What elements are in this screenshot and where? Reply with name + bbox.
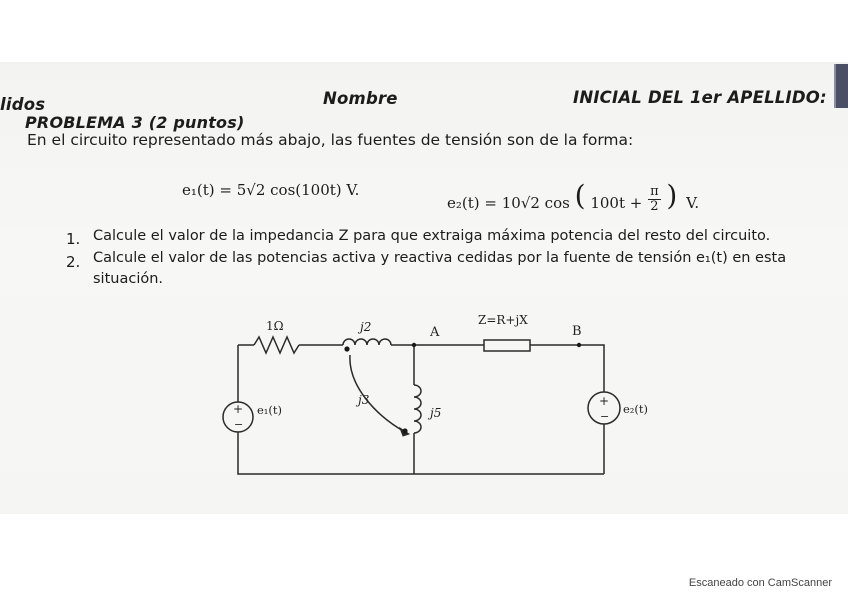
scanner-watermark: Escaneado con CamScanner (688, 577, 832, 589)
source-e1-label: e₁(t) (257, 403, 283, 417)
wire-z-to-b (530, 345, 604, 392)
equation-e2-denominator: 2 (650, 198, 659, 214)
inductor-j5 (414, 385, 421, 433)
equation-e2-suffix: V. (686, 194, 700, 212)
source-e2-plus: + (599, 394, 610, 408)
source-e2-minus: − (600, 410, 610, 423)
mutual-label: j3 (358, 393, 370, 407)
question-1-text: Calcule el valor de la impedancia Z para que extraiga máxima potencia del resto del circuito. (93, 228, 771, 244)
problem-intro: En el circuito representado más abajo, las fuentes de tensión son de la forma: (27, 131, 634, 149)
equation-e2-arg: 100t + (590, 194, 643, 212)
dot-mark-l1 (344, 346, 349, 351)
impedance-z-label: Z=R+jX (478, 313, 528, 327)
resistor-label: 1Ω (266, 319, 284, 333)
inductor-j2 (343, 339, 391, 345)
equation-e2-close-paren: ) (666, 179, 678, 212)
source-e1-plus: + (233, 402, 244, 416)
equation-e2-open-paren: ( (574, 179, 586, 212)
wire-left-bottom (238, 432, 604, 474)
resistor-1ohm (254, 337, 299, 353)
equation-e1: e₁(t) = 5√2 cos(100t) V. (182, 181, 360, 199)
problem-title: PROBLEMA 3 (2 puntos) (25, 113, 245, 132)
dot-mark-l2 (402, 428, 407, 433)
node-b-junction (577, 343, 581, 347)
node-b-label: B (572, 324, 582, 339)
question-1-number: 1. (66, 230, 81, 248)
node-a-label: A (430, 325, 440, 340)
inductor-j5-label: j5 (430, 406, 442, 420)
question-2-text: Calcule el valor de las potencias activa y reactiva cedidas por la fuente de tensión e₁(t) en esta (93, 250, 787, 266)
header-name-label: Nombre (323, 89, 398, 108)
equation-e2-numerator: π (650, 183, 659, 199)
source-e2-label: e₂(t) (623, 402, 649, 416)
question-2-text-cont: situación. (93, 271, 164, 287)
impedance-z-box (484, 340, 530, 351)
header-left-fragment: lidos (0, 95, 46, 114)
node-a-junction (412, 343, 416, 347)
header-initial-label: INICIAL DEL 1er APELLIDO: (573, 88, 827, 107)
source-e1-minus: − (234, 418, 244, 431)
inductor-j2-label: j2 (360, 320, 372, 334)
equation-e2-prefix: e₂(t) = 10√2 cos (447, 194, 570, 212)
question-2-number: 2. (66, 253, 81, 271)
